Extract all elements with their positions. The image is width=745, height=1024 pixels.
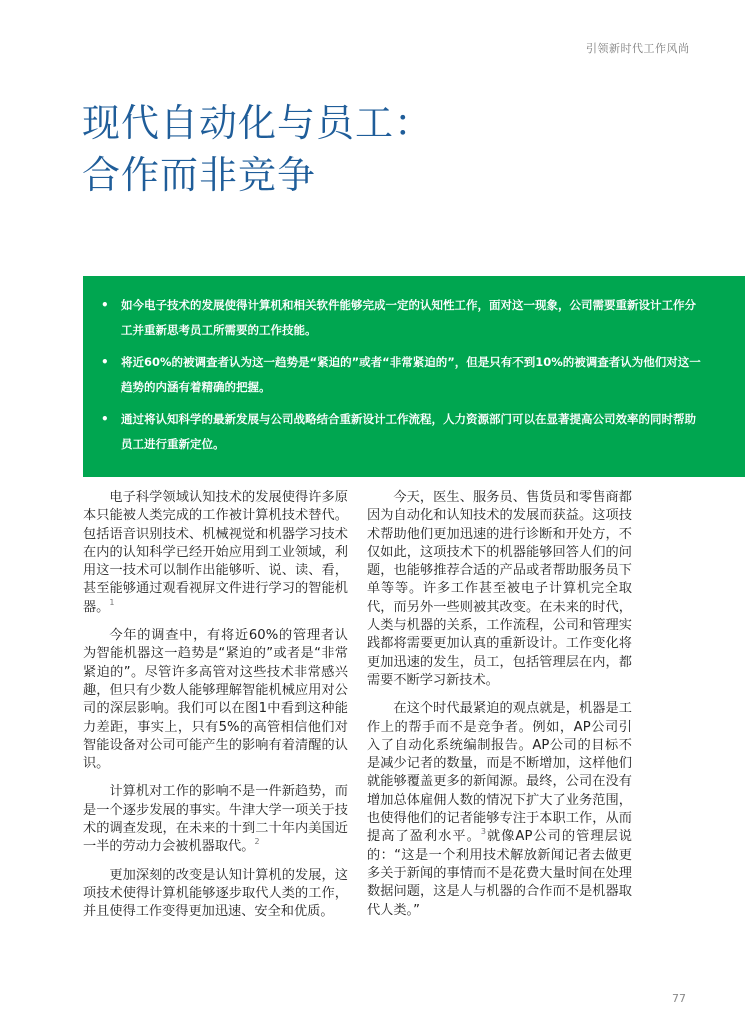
body-column-left [83, 489, 348, 932]
key-points-list [101, 293, 705, 457]
key-point [101, 407, 705, 457]
paragraph: 今天，医生、服务员、售货员和零售商都因为自动化和认知技术的发展而获益。这项技术帮助他们更加迅速的进行诊断和开处方，不仅如此，这项技术下的机器能够回答人们的问题，也能够推荐合适的产品或者帮助服务员下单等等。许多工作甚至被电子计算机完全取代，而另外一些则被其改变。在未来的时代，人类与机器的关系，工作流程，公司和管理实践都将需要更加认真的重新设计。工作变化将更加迅速的发生，员工，包括管理层在内，都需要不断学习新技术。 [367, 490, 632, 688]
bullet-icon: • [101, 298, 109, 312]
body-column-right [367, 489, 632, 930]
key-points-box [83, 276, 745, 477]
footnote-ref[interactable]: 2 [254, 837, 260, 847]
footnote-ref[interactable]: 3 [480, 827, 486, 837]
paragraph: 在这个时代最紧迫的观点就是，机器是工作上的帮手而不是竞争者。例如，AP公司引入了自动化系统编制报告。AP公司的目标不是减少记者的数量，而是不断增加，这样他们就能够覆盖更多的新闻源。最终，公司在没有增加总体雇佣人数的情况下扩大了业务范围，也使得他们的记者能够专注于本职工作，从而提高了盈利水平。$^3$就像AP公司的管理层说的：“这是一个利用技术解放新闻记者去做更多关于新闻的事情而不是花费大量时间在处理数据问题，这是人与机器的合作而不是机器取代人类。” [367, 701, 632, 918]
running-head: 引领新时代工作风尚 [586, 42, 690, 55]
key-point [101, 293, 705, 343]
paragraph: 今年的调查中，有将近60%的管理者认为智能机器这一趋势是“紧迫的”或者是“非常紧迫的”。尽管许多高管对这些技术非常感兴趣，但只有少数人能够理解智能机械应用对公司的深层影响。我们可以在图1中看到这种能力差距，事实上，只有5%的高管相信他们对智能设备对公司可能产生的影响有着清醒的认识。 [83, 628, 348, 772]
key-point [101, 350, 705, 400]
key-point-text: 如今电子技术的发展使得计算机和相关软件能够完成一定的认知性工作，面对这一现象，公司需要重新设计工作分工并重新思考员工所需要的工作技能。 [121, 298, 696, 337]
paragraph: 更加深刻的改变是认知计算机的发展，这项技术使得计算机能够逐步取代人类的工作，并且使得工作变得更加迅速、安全和优质。 [83, 867, 348, 920]
bullet-icon: • [101, 412, 109, 426]
paragraph: 电子科学领域认知技术的发展使得许多原本只能被人类完成的工作被计算机技术替代。包括语音识别技术、机械视觉和机器学习技术在内的认知科学已经开始应用到工业领域，利用这一技术可以制作出能够听、说、读、看，甚至能够通过观看视屏文件进行学习的智能机器。$^1$ [83, 490, 348, 615]
key-point-text: 将近60%的被调查者认为这一趋势是“紧迫的”或者“非常紧迫的”，但是只有不到10%的被调查者认为他们对这一趋势的内涵有着精确的把握。 [121, 355, 701, 394]
title-line-2: 合作而非竞争 [82, 153, 317, 197]
page-number: 77 [672, 992, 686, 1005]
bullet-icon: • [101, 355, 109, 369]
paragraph: 计算机对工作的影响不是一件新趋势，而是一个逐步发展的事实。牛津大学一项关于技术的调查发现，在未来的十到二十年内美国近一半的劳动力会被机器取代。$^2$ [83, 784, 348, 855]
page-title [82, 97, 433, 201]
key-point-text: 通过将认知科学的最新发展与公司战略结合重新设计工作流程，人力资源部门可以在显著提高公司效率的同时帮助员工进行重新定位。 [121, 412, 696, 451]
footnote-ref[interactable]: 1 [109, 597, 115, 607]
title-line-1: 现代自动化与员工： [82, 101, 434, 145]
